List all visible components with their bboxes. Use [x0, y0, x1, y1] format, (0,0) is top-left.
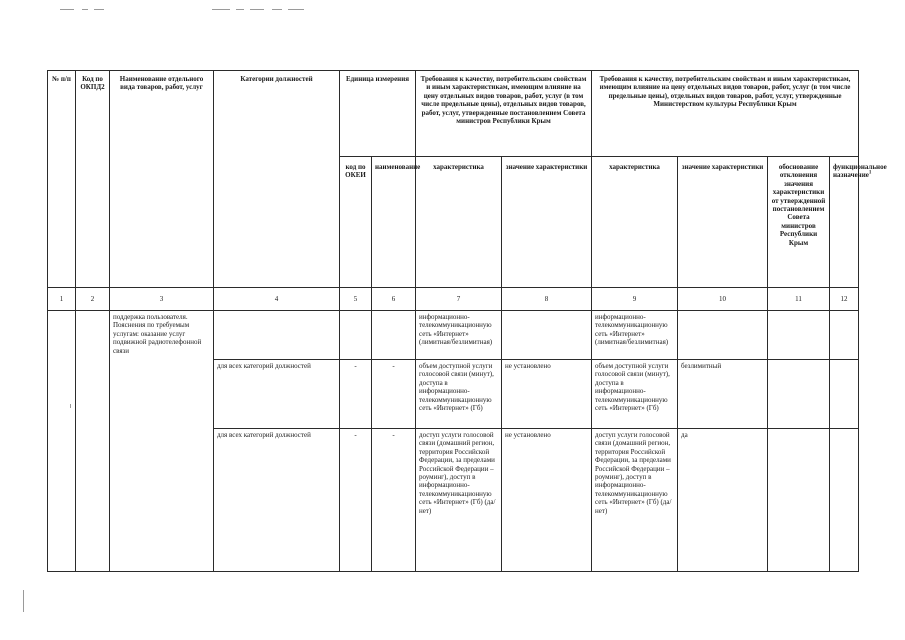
table-row	[48, 311, 859, 360]
cell-value-1: не установлено	[502, 429, 592, 572]
subheader-value-1: значение характеристики	[502, 157, 592, 288]
subheader-characteristic-1: характеристика	[416, 157, 502, 288]
subheader-purpose-text: функциональное назначение	[833, 163, 887, 180]
cell-okei: -	[340, 429, 372, 572]
cell-justification	[768, 429, 830, 572]
cell-characteristic-2: объем доступной услуги голосовой связи (минут), доступа в информационно-телекоммуникационную сеть «Интернет» (Гб)	[592, 360, 678, 429]
subheader-value-2: значение характеристики	[678, 157, 768, 288]
footnote-mark: 1	[868, 171, 872, 177]
cell-characteristic-2: доступ услуги голосовой связи (домашний регион, территория Российской Федерации, за пределами Российской Федерации – роуминг), доступ в информационно-телекоммуникационную сеть «Интернет» (Гб) (да/нет)	[592, 429, 678, 572]
column-number: 3	[110, 288, 214, 311]
column-number: 7	[416, 288, 502, 311]
cell-value-2	[678, 311, 768, 360]
subheader-characteristic-2: характеристика	[592, 157, 678, 288]
cell-unit: -	[372, 360, 416, 429]
cell-unit	[372, 311, 416, 360]
subheader-purpose	[830, 157, 887, 288]
subheader-unit-name: наименование	[372, 157, 416, 288]
column-number: 2	[76, 288, 110, 311]
header-num: № п/п	[48, 71, 76, 288]
header-okpd: Код по ОКПД2	[76, 71, 110, 288]
cell-justification	[768, 360, 830, 429]
cell-purpose	[830, 429, 859, 572]
cell-okei: -	[340, 360, 372, 429]
cell-justification	[768, 311, 830, 360]
cell-okpd	[76, 311, 110, 572]
column-number: 12	[830, 288, 859, 311]
scan-header-marks	[60, 9, 310, 15]
cell-okei	[340, 311, 372, 360]
cell-unit: -	[372, 429, 416, 572]
column-number: 4	[214, 288, 340, 311]
header-category: Категории должностей	[214, 71, 340, 288]
cell-characteristic-1: информационно-телекоммуникационную сеть «Интернет» (лимитная/безлимитная)	[416, 311, 502, 360]
column-number: 6	[372, 288, 416, 311]
cell-category	[214, 311, 340, 360]
header-item-name: Наименование отдельного вида товаров, работ, услуг	[110, 71, 214, 288]
cell-num	[48, 311, 76, 572]
cell-characteristic-1: объем доступной услуги голосовой связи (минут), доступа в информационно-телекоммуникационную сеть «Интернет» (Гб)	[416, 360, 502, 429]
column-number: 10	[678, 288, 768, 311]
cell-value-2: да	[678, 429, 768, 572]
column-number: 9	[592, 288, 678, 311]
cell-purpose	[830, 311, 859, 360]
cell-category: для всех категорий должностей	[214, 429, 340, 572]
header-requirements-council: Требования к качеству, потребительским свойствам и иным характеристикам, имеющим влияние на цену отдельных видов товаров, работ, услуг (в том числе предельные цены), отдельных видов товаров, работ, услуг, утвержденные постановлением Совета министров Республики Крым	[416, 71, 592, 157]
cell-service-name: поддержка пользователя. Пояснения по требуемым услугам: оказание услуг подвижной радиотелефонной связи	[110, 311, 214, 572]
header-row	[48, 71, 859, 157]
column-number-row	[48, 288, 859, 311]
cell-value-2: безлимитный	[678, 360, 768, 429]
cell-value-1: не установлено	[502, 360, 592, 429]
header-unit: Единица измерения	[340, 71, 416, 157]
header-requirements-ministry: Требования к качеству, потребительским свойствам и иным характеристикам, имеющим влияние на цену отдельных видов товаров, работ, услуг (в том числе предельные цены), отдельных видов товаров, работ, услуг, утвержденные Министерством культуры Республики Крым	[592, 71, 859, 157]
cell-purpose	[830, 360, 859, 429]
cell-characteristic-2: информационно-телекоммуникационную сеть «Интернет» (лимитная/безлимитная)	[592, 311, 678, 360]
subheader-justification: обоснование отклонения значения характеристики от утвержденной постановлением Совета министров Республики Крым	[768, 157, 830, 288]
cell-category: для всех категорий должностей	[214, 360, 340, 429]
scan-tick-mark	[70, 404, 71, 408]
column-number: 8	[502, 288, 592, 311]
scan-margin-mark	[23, 590, 24, 612]
cell-characteristic-1: доступ услуги голосовой связи (домашний регион, территория Российской Федерации, за пределами Российской Федерации – роуминг), доступ в информационно-телекоммуникационную сеть «Интернет» (Гб) (да/нет)	[416, 429, 502, 572]
requirements-table	[47, 70, 887, 572]
column-number: 1	[48, 288, 76, 311]
subheader-okei: код по ОКЕИ	[340, 157, 372, 288]
column-number: 5	[340, 288, 372, 311]
cell-value-1	[502, 311, 592, 360]
column-number: 11	[768, 288, 830, 311]
